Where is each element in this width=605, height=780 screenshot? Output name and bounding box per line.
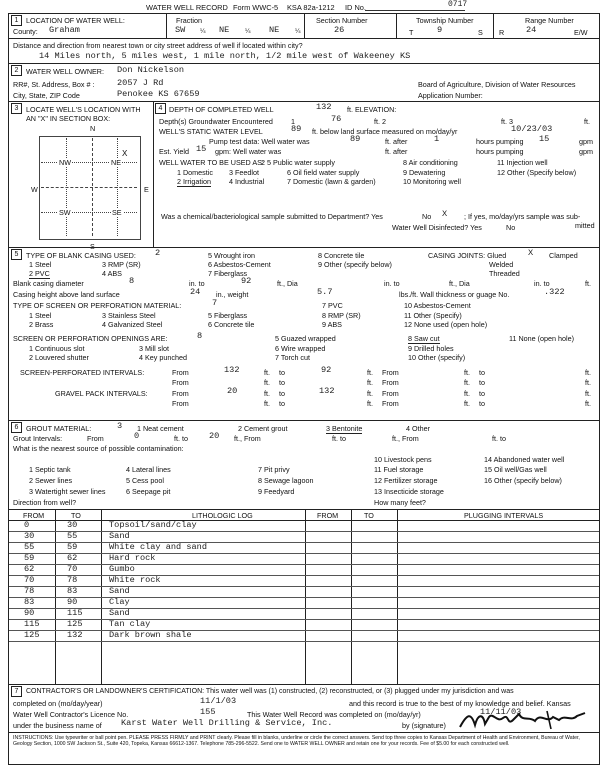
township-t: T [409, 28, 414, 37]
form-number: Form WWC-5 [233, 3, 279, 12]
log-description: Gumbo [109, 564, 135, 574]
id-underline [365, 10, 465, 11]
se-quadrant-label: SE [112, 208, 122, 217]
grout-opt-2: 2 Cement grout [238, 424, 288, 433]
log-row [9, 609, 599, 620]
completed-tail: and this record is true to the best of my knowledge and belief. Kansas [349, 699, 571, 708]
depth-value: 132 [316, 102, 332, 112]
id-label: ID No. [345, 3, 366, 12]
screen-opt-12: 12 None used (open hole) [404, 320, 488, 329]
static-level-date: 10/23/03 [511, 124, 553, 134]
gravel-ft-3: ft. [464, 389, 470, 398]
casing-in-to-2: in. to [384, 279, 400, 288]
completed-date: 11/1/03 [200, 696, 237, 706]
use-label: WELL WATER TO BE USED AS: [159, 158, 264, 167]
perf-intervals-label: SCREEN-PERFORATED INTERVALS: [20, 368, 145, 377]
section-6-number: 6 [11, 422, 22, 433]
screen-opt-11: 11 Other (Specify) [404, 311, 462, 320]
gravel-intervals-label: GRAVEL PACK INTERVALS: [55, 389, 148, 398]
quarter-2: NE [219, 25, 230, 35]
range-r: R [499, 28, 505, 37]
pump-gpm-value: 15 [539, 134, 550, 144]
fraction-label: Fraction [176, 16, 202, 25]
chem-sample-label: Was a chemical/bacteriological sample submitted to Department? Yes [161, 212, 383, 221]
grout-ft-from-2: ft., From [392, 434, 419, 443]
log-to: 78 [67, 575, 78, 585]
log-to: 55 [67, 531, 78, 541]
perf-ft-3: ft. [264, 378, 270, 387]
township-s: S [478, 28, 483, 37]
board-label: Board of Agriculture, Division of Water Resources [418, 80, 576, 89]
log-description: Sand [109, 586, 130, 596]
casing-weight-value: 5.7 [317, 287, 333, 297]
log-header-from-2: FROM [317, 511, 339, 520]
quarter-sep-3: ¼ [295, 28, 301, 35]
use-option-12: 12 Other (Specify below) [497, 168, 577, 177]
casing-opt-5: 5 Wrought iron [208, 251, 256, 260]
log-to: 30 [67, 520, 78, 530]
contam-6: 6 Seepage pit [126, 487, 171, 496]
signature-label: by (signature) [402, 721, 446, 730]
gravel-ft-8: ft. [585, 399, 591, 408]
casing-opt-1: 1 Steel [29, 260, 52, 269]
location-x-mark: X [122, 149, 128, 159]
use-option-9: 9 Dewatering [403, 168, 446, 177]
casing-weight-label: in., weight [216, 290, 249, 299]
log-description: Clay [109, 597, 130, 607]
log-row [9, 565, 599, 576]
open-opt-1: 1 Continuous slot [29, 344, 85, 353]
contam-12: 12 Fertilizer storage [374, 476, 438, 485]
screen-opt-3: 3 Stainless Steel [102, 311, 156, 320]
contam-16: 16 Other (specify below) [484, 476, 562, 485]
quarter-3: NE [269, 25, 280, 35]
casing-opt-9: 9 Other (specify below) [318, 260, 392, 269]
gw-ft-label: ft. [584, 117, 590, 126]
casing-opt-7: 7 Fiberglass [208, 269, 248, 278]
gravel-ft-2: ft. [367, 389, 373, 398]
casing-gauge-value: .322 [544, 287, 565, 297]
casing-opt-8: 8 Concrete tile [318, 251, 365, 260]
open-opt-3: 3 Mill slot [139, 344, 169, 353]
grout-to-value: 20 [209, 431, 220, 441]
chem-no-label: No [422, 212, 432, 221]
pump-test-value: 89 [350, 134, 361, 144]
gw-1-value: 76 [331, 114, 342, 124]
city-label: City, State, ZIP Code [13, 91, 80, 100]
grout-opt-3-selected: 3 Bentonite [326, 424, 363, 433]
row-divider [9, 641, 599, 642]
section-number-label: Section Number [316, 16, 368, 25]
license-number: 155 [200, 707, 216, 717]
water-well-record-form [8, 13, 600, 765]
log-header-plugging: PLUGGING INTERVALS [464, 511, 544, 520]
instructions-text: INSTRUCTIONS: Use typewriter or ball point pen. PLEASE PRESS FIRMLY and PRINT clearly. Please fill in blanks, underline or circle the correct answers. Send top three copies to Kansas Department of Health and Environment, Bureau of Water, Geology Section, 1000 SW Jackson St., Suite 420, Topeka, Kansas 66612-1367. Telephone 785-296-5522. Send one to WATER WELL OWNER and retain one for your records. Fee of $5.00 for each constructed well. [13, 735, 580, 748]
gravel-ft-5: ft. [264, 399, 270, 408]
log-from: 0 [24, 520, 30, 530]
record-completed-date: 11/11/03 [480, 707, 522, 717]
contam-4: 4 Lateral lines [126, 465, 171, 474]
owner-city: Penokee KS 67659 [117, 89, 200, 99]
log-row [9, 620, 599, 631]
log-header-from: FROM [23, 511, 45, 520]
screen-type-value: 7 [212, 298, 218, 308]
static-level-value: 89 [291, 124, 302, 134]
log-from: 83 [24, 597, 35, 607]
form-title: WATER WELL RECORD [146, 3, 228, 12]
contam-10: 10 Livestock pens [374, 455, 432, 464]
casing-in-to-3: in. to [534, 279, 550, 288]
log-to: 115 [67, 608, 83, 618]
range-label: Range Number [525, 16, 574, 25]
casing-type-label: TYPE OF BLANK CASING USED: [26, 251, 136, 260]
log-description: Sand [109, 531, 130, 541]
casing-type-value: 2 [155, 248, 161, 258]
casing-joints-mark: X [528, 248, 534, 258]
section-2-number: 2 [11, 65, 22, 76]
completed-label: completed on (mo/day/year) [13, 699, 103, 708]
log-description: Sand [109, 608, 130, 618]
use-option-7: 7 Domestic (lawn & garden) [287, 177, 376, 186]
ksa-reference: KSA 82a-1212 [287, 3, 335, 12]
perf-to-label: to [279, 368, 285, 377]
county-label: County: [13, 27, 38, 36]
id-number: 0717 [448, 0, 468, 9]
perf-to-label-3: to [279, 378, 285, 387]
log-description: White clay and sand [109, 542, 207, 552]
groundwater-label: Depth(s) Groundwater Encountered [159, 117, 273, 126]
log-to: 83 [67, 586, 78, 596]
use-option-10: 10 Monitoring well [403, 177, 461, 186]
owner-label: WATER WELL OWNER: [26, 67, 104, 76]
log-row [9, 532, 599, 543]
casing-ft-3: ft. [585, 279, 591, 288]
grout-value: 3 [117, 421, 123, 431]
pump-hours-value: 1 [434, 134, 440, 144]
contam-5: 5 Cess pool [126, 476, 164, 485]
quarter-sep-2: ¼ [245, 28, 251, 35]
locate-label-2: AN "X" IN SECTION BOX: [26, 114, 111, 123]
casing-ft-dia-1: ft., Dia [277, 279, 298, 288]
casing-joints-label: CASING JOINTS: Glued [428, 251, 507, 260]
sw-quadrant-label: SW [59, 208, 71, 217]
grout-from-value: 0 [134, 431, 140, 441]
contamination-label: What is the nearest source of possible contamination: [13, 444, 184, 453]
section-3-number: 3 [11, 103, 22, 114]
log-description: Hard rock [109, 553, 156, 563]
contam-7: 7 Pit privy [258, 465, 290, 474]
gravel-ft-7: ft. [464, 399, 470, 408]
screen-opt-7: 7 PVC [322, 301, 343, 310]
business-label: under the business name of [13, 721, 102, 730]
use-option-8: 8 Air conditioning [403, 158, 458, 167]
static-level-label: WELL'S STATIC WATER LEVEL [159, 127, 263, 136]
grout-to-label-2: ft. to [332, 434, 346, 443]
chem-tail: ; If yes, mo/day/yrs sample was sub- [464, 212, 581, 221]
log-header-to: TO [71, 511, 81, 520]
gravel-to-value: 132 [319, 386, 335, 396]
grout-intervals-label: Grout Intervals: [13, 434, 63, 443]
use-option-11: 11 Injection well [497, 158, 548, 167]
gravel-to-label: to [279, 389, 285, 398]
open-opt-10: 10 Other (specify) [408, 353, 466, 362]
gw-1-num: 1 [291, 117, 295, 126]
contam-1: 1 Septic tank [29, 465, 71, 474]
section-1-number: 1 [11, 15, 22, 26]
log-to: 132 [67, 630, 83, 640]
use-option-4: 4 Industrial [229, 177, 265, 186]
gravel-to-label-3: to [279, 399, 285, 408]
business-name: Karst Water Well Drilling & Service, Inc. [121, 718, 333, 728]
perf-from-value: 132 [224, 365, 240, 375]
casing-ft-dia-2: ft., Dia [449, 279, 470, 288]
log-row [9, 543, 599, 554]
log-from: 78 [24, 586, 35, 596]
log-row [9, 587, 599, 598]
screen-opt-2: 2 Brass [29, 320, 54, 329]
pump-gpm-label: gpm [579, 137, 593, 146]
open-opt-5: 5 Guazed wrapped [275, 334, 336, 343]
owner-name: Don Nickelson [117, 65, 185, 75]
distance-label: Distance and direction from nearest town or city street address of well if located within city? [13, 41, 303, 50]
contam-2: 2 Sewer lines [29, 476, 73, 485]
grout-opt-4: 4 Other [406, 424, 430, 433]
west-label: W [31, 185, 38, 194]
use-option-2-selected: 2 Irrigation [177, 177, 211, 186]
yield-gpm-label: gpm: Well water was [215, 147, 282, 156]
ne-quadrant-label: NE [111, 158, 121, 167]
chem-no-mark: X [442, 209, 448, 219]
locate-label: LOCATE WELL'S LOCATION WITH [26, 105, 141, 114]
use-option-5: 2 5 Public water supply [261, 158, 335, 167]
log-from: 70 [24, 575, 35, 585]
perf-ft-5: ft. [464, 378, 470, 387]
township-value: 9 [437, 25, 443, 35]
log-to: 90 [67, 597, 78, 607]
quarter-1: SW [175, 25, 186, 35]
perf-ft-to-2: ft. [464, 368, 470, 377]
screen-opt-6: 6 Concrete tile [208, 320, 255, 329]
log-from: 62 [24, 564, 35, 574]
perf-to-label-2: to [479, 368, 485, 377]
south-label: S [90, 242, 95, 251]
open-opt-9: 9 Drilled holes [408, 344, 454, 353]
nw-quadrant-label: NW [59, 158, 71, 167]
north-label: N [90, 124, 96, 133]
elevation-label: ft. ELEVATION: [347, 105, 397, 114]
address-label: RR#, St. Address, Box # : [13, 80, 95, 89]
contractor-signature [457, 708, 589, 732]
application-number-label: Application Number: [418, 91, 483, 100]
use-option-6: 6 Oil field water supply [287, 168, 360, 177]
owner-address: 2057 J Rd [117, 78, 164, 88]
casing-diameter-value: 8 [129, 276, 135, 286]
log-header-to-2: TO [364, 511, 374, 520]
log-description: White rock [109, 575, 161, 585]
log-description: Tan clay [109, 619, 151, 629]
section-number-value: 26 [334, 25, 345, 35]
log-row [9, 576, 599, 587]
contam-13: 13 Insecticide storage [374, 487, 444, 496]
gravel-from-label-2: From [382, 389, 399, 398]
grout-ft-from: ft., From [234, 434, 261, 443]
casing-opt-4: 4 ABS [102, 269, 122, 278]
quarter-sep-1: ¼ [200, 28, 206, 35]
yield-hours-pumping: hours pumping [476, 147, 524, 156]
openings-label: SCREEN OR PERFORATION OPENINGS ARE: [13, 334, 168, 343]
log-from: 59 [24, 553, 35, 563]
open-opt-4: 4 Key punched [139, 353, 187, 362]
gravel-to-label-2: to [479, 389, 485, 398]
screen-opt-8: 8 RMP (SR) [322, 311, 361, 320]
range-value: 24 [526, 25, 537, 35]
grout-opt-1: 1 Neat cement [137, 424, 184, 433]
screen-type-label: TYPE OF SCREEN OR PERFORATION MATERIAL: [13, 301, 182, 310]
pump-test-label: Pump test data: Well water was [209, 137, 310, 146]
contam-9: 9 Feedyard [258, 487, 295, 496]
log-from: 30 [24, 531, 35, 541]
casing-opt-2-selected: 2 PVC [29, 269, 50, 278]
log-to: 125 [67, 619, 83, 629]
casing-threaded: Threaded [489, 269, 520, 278]
perf-ft-4: ft. [367, 378, 373, 387]
section-5-number: 5 [11, 249, 22, 260]
casing-welded: Welded [489, 260, 514, 269]
casing-lbs-label: lbs./ft. Wall thickness or guage No. [399, 290, 510, 299]
open-opt-2: 2 Louvered shutter [29, 353, 89, 362]
yield-value: 15 [196, 144, 207, 154]
grout-to-label-3: ft. to [492, 434, 506, 443]
distance-value: 14 Miles north, 5 miles west, 1 mile north, 1/2 mile west of Wakeeney KS [39, 51, 411, 61]
casing-opt-6: 6 Asbestos-Cement [208, 260, 271, 269]
screen-opt-1: 1 Steel [29, 311, 52, 320]
perf-ft-end: ft. [585, 368, 591, 377]
perf-from-label-3: From [172, 378, 189, 387]
gw-ft3-label: ft. 3 [501, 117, 513, 126]
perf-ft-from-2: ft. [367, 368, 373, 377]
gravel-ft-6: ft. [367, 399, 373, 408]
gravel-from-label-4: From [382, 399, 399, 408]
contam-11: 11 Fuel storage [374, 465, 424, 474]
open-opt-8-selected: 8 Saw cut [408, 334, 440, 343]
casing-in-to: in. to [189, 279, 205, 288]
hours-pumping-label: hours pumping [476, 137, 524, 146]
casing-to-value: 92 [241, 276, 252, 286]
gravel-from-label: From [172, 389, 189, 398]
chem-mitted: mitted [575, 221, 595, 230]
gravel-ft-4: ft. [585, 389, 591, 398]
township-label: Township Number [416, 16, 474, 25]
range-ew: E/W [574, 28, 588, 37]
gravel-from-label-3: From [172, 399, 189, 408]
perf-from-label-4: From [382, 378, 399, 387]
contam-14: 14 Abandoned water well [484, 455, 565, 464]
contam-15: 15 Oil well/Gas well [484, 465, 547, 474]
casing-clamped: Clamped [549, 251, 578, 260]
section-4-number: 4 [155, 103, 166, 114]
pump-ft-after: ft. after [385, 137, 408, 146]
direction-label: Direction from well? [13, 498, 77, 507]
gravel-from-value: 20 [227, 386, 238, 396]
log-row [9, 631, 599, 642]
gw-ft2-label: ft. 2 [374, 117, 386, 126]
casing-height-value: 24 [190, 287, 201, 297]
use-option-3: 3 Feedlot [229, 168, 259, 177]
section-7-number: 7 [11, 686, 22, 697]
log-row [9, 554, 599, 565]
screen-opt-10: 10 Asbestos-Cement [404, 301, 471, 310]
grout-to-label: ft. to [174, 434, 188, 443]
log-description: Dark brown shale [109, 630, 192, 640]
log-to: 59 [67, 542, 78, 552]
log-row [9, 598, 599, 609]
contam-3: 3 Watertight sewer lines [29, 487, 106, 496]
log-to: 62 [67, 553, 78, 563]
casing-opt-3: 3 RMP (SR) [102, 260, 141, 269]
log-header-lithologic: LITHOLOGIC LOG [192, 511, 253, 520]
disinfected-no: No [506, 223, 516, 232]
log-from: 115 [24, 619, 40, 629]
log-from: 55 [24, 542, 35, 552]
perf-ft-to-1: ft. [264, 368, 270, 377]
screen-opt-4: 4 Galvanized Steel [102, 320, 163, 329]
perf-to-value: 92 [321, 365, 332, 375]
certification-text: CONTRACTOR'S OR LANDOWNER'S CERTIFICATION: This water well was (1) constructed, (2) reconstructed, or (3) plugged under my jurisdiction and was [26, 688, 514, 695]
perf-from-label: From [172, 368, 189, 377]
gravel-to-label-4: to [479, 399, 485, 408]
feet-label: How many feet? [374, 498, 426, 507]
open-opt-11: 11 None (open hole) [509, 334, 574, 343]
perf-ft-6: ft. [585, 378, 591, 387]
log-from: 90 [24, 608, 35, 618]
log-to: 70 [67, 564, 78, 574]
grout-label: GROUT MATERIAL: [26, 424, 92, 433]
use-option-1: 1 Domestic [177, 168, 213, 177]
record-completed-label: This Water Well Record was completed on (mo/day/yr) [247, 710, 421, 719]
depth-label: DEPTH OF COMPLETED WELL [169, 105, 274, 114]
log-from: 125 [24, 630, 40, 640]
log-description: Topsoil/sand/clay [109, 520, 197, 530]
disinfected-label: Water Well Disinfected? Yes [392, 223, 482, 232]
county-value: Graham [49, 25, 80, 35]
casing-diameter-label: Blank casing diameter [13, 279, 84, 288]
east-label: E [144, 185, 149, 194]
perf-to-label-4: to [479, 378, 485, 387]
screen-opt-9: 9 ABS [322, 320, 342, 329]
casing-height-label: Casing height above land surface [13, 290, 120, 299]
static-level-tail: ft. below land surface measured on mo/day/yr [312, 127, 458, 136]
yield-label: Est. Yield [159, 147, 189, 156]
location-label: LOCATION OF WATER WELL: [26, 16, 125, 25]
contam-8: 8 Sewage lagoon [258, 476, 314, 485]
open-opt-6: 6 Wire wrapped [275, 344, 326, 353]
log-row [9, 521, 599, 532]
license-label: Water Well Contractor's Licence No. [13, 710, 129, 719]
openings-value: 8 [197, 331, 203, 341]
screen-opt-5: 5 Fiberglass [208, 311, 248, 320]
open-opt-7: 7 Torch cut [275, 353, 311, 362]
perf-from-label-2: From [382, 368, 399, 377]
yield-gpm-end: gpm [579, 147, 593, 156]
gravel-ft-1: ft. [264, 389, 270, 398]
yield-ft-after: ft. after [385, 147, 408, 156]
grout-from-label: From [87, 434, 104, 443]
